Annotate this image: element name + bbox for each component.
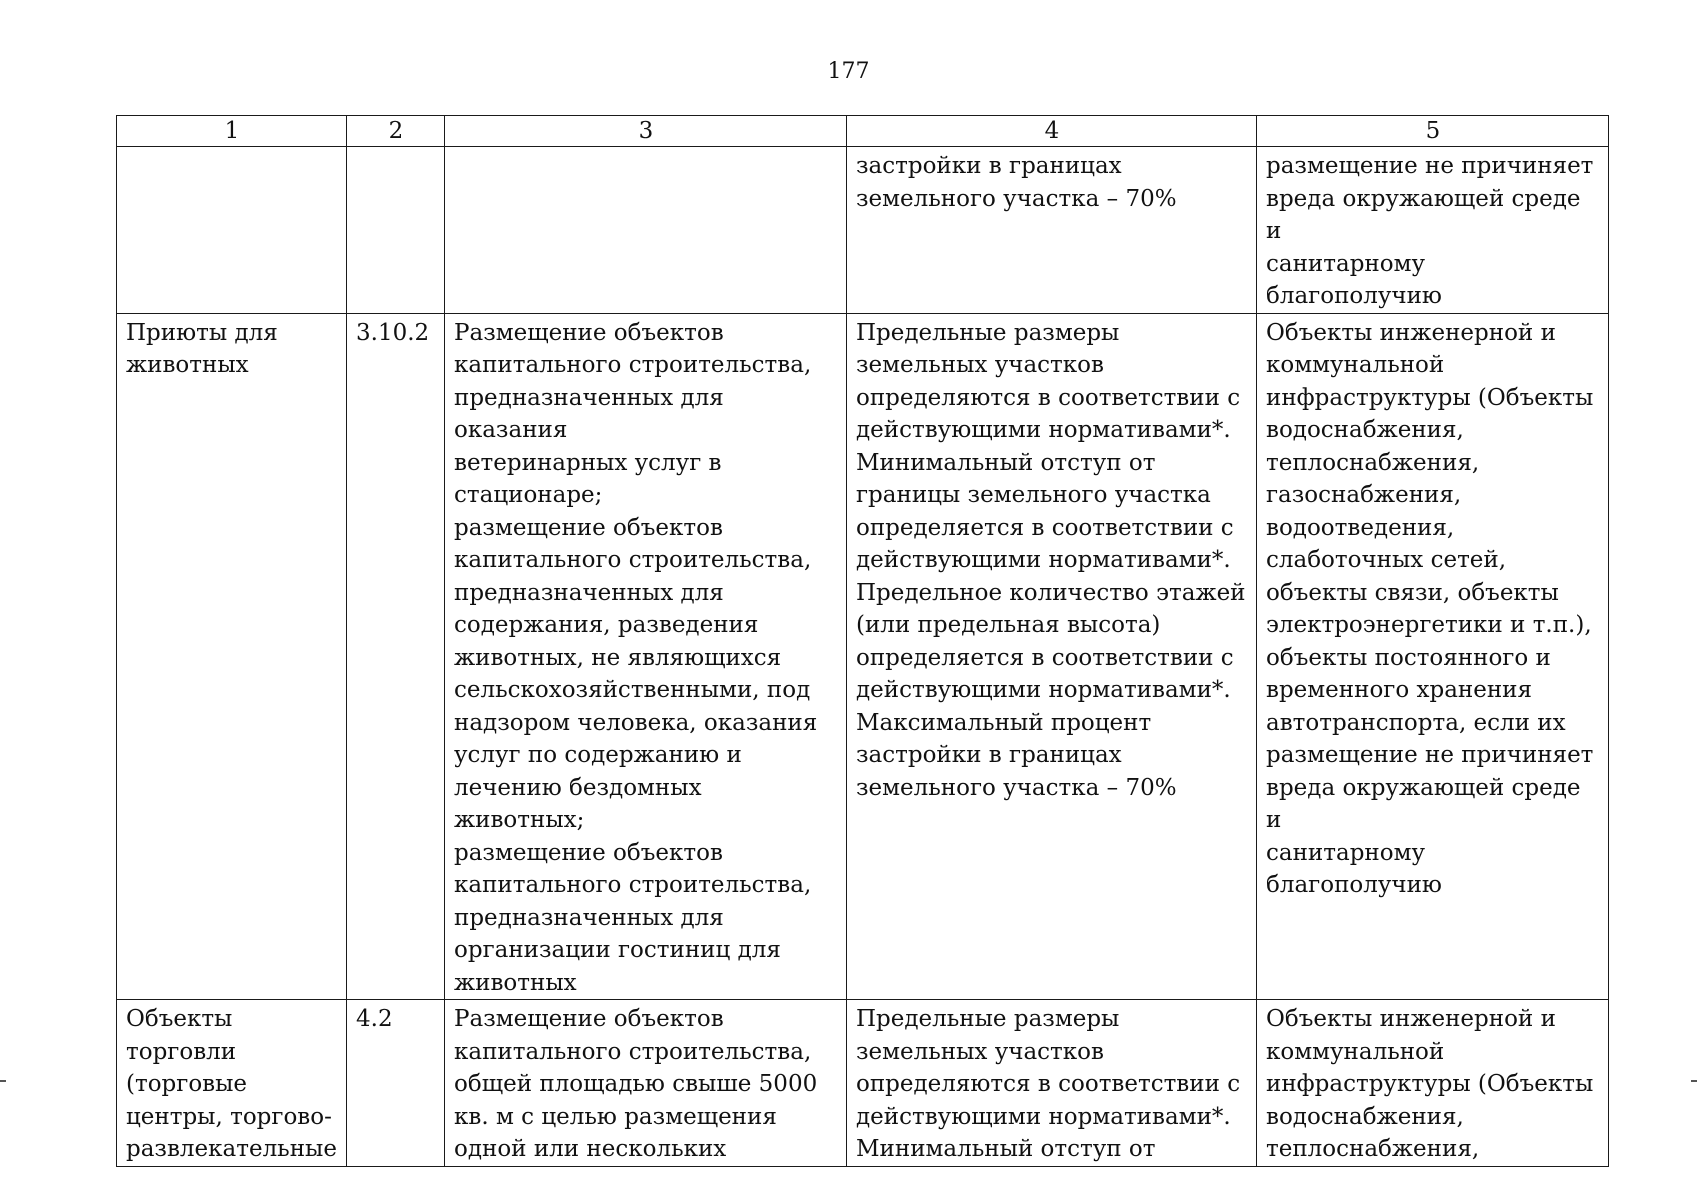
- cell-use-description: Размещение объектов капитального строительства, предназначенных для оказания ветеринарных услуг в стационаре; размещение объектов капитального строительства, предназначенных для содержания, разведения животных, не являющихся сельскохозяйственными, под надзором человека, оказания услуг по содержанию и лечению бездомных животных; размещение объектов капитального строительства, предназначенных для организации гостиниц для животных: [445, 313, 847, 1000]
- cell-auxiliary-uses: Объекты инженерной и коммунальной инфраструктуры (Объекты водоснабжения, теплоснабжения, газоснабжения, водоотведения, слаботочных сетей, объекты связи, объекты электроэнергетики и т.п.), объекты постоянного и временного хранения автотранспорта, если их размещение не причиняет вреда окружающей среде и санитарному благополучию: [1257, 313, 1609, 1000]
- left-margin-mark: [0, 1080, 6, 1082]
- cell-use-description: [445, 147, 847, 314]
- cell-auxiliary-uses: Объекты инженерной и коммунальной инфраструктуры (Объекты водоснабжения, теплоснабжения,: [1257, 1000, 1609, 1167]
- column-header-4: 4: [847, 116, 1257, 147]
- page-number: 177: [827, 59, 870, 84]
- cell-parameters: Предельные размеры земельных участков определяются в соответствии с действующими нормативами*. Минимальный отступ от: [847, 1000, 1257, 1167]
- zoning-table: [116, 115, 1609, 1167]
- cell-auxiliary-uses: размещение не причиняет вреда окружающей среде и санитарному благополучию: [1257, 147, 1609, 314]
- cell-use-code: 3.10.2: [347, 313, 445, 1000]
- column-header-1: 1: [117, 116, 347, 147]
- cell-use-description: Размещение объектов капитального строительства, общей площадью свыше 5000 кв. м с целью размещения одной или нескольких: [445, 1000, 847, 1167]
- cell-use-name: [117, 147, 347, 314]
- cell-parameters: застройки в границах земельного участка – 70%: [847, 147, 1257, 314]
- column-header-2: 2: [347, 116, 445, 147]
- column-header-3: 3: [445, 116, 847, 147]
- table-row-animal-shelters: [117, 313, 1609, 1000]
- table-row-trade-objects: [117, 1000, 1609, 1167]
- cell-use-name: Объекты торговли (торговые центры, торгово- развлекательные: [117, 1000, 347, 1167]
- table-header-row: [117, 116, 1609, 147]
- cell-use-name: Приюты для животных: [117, 313, 347, 1000]
- right-margin-mark: [1691, 1080, 1697, 1082]
- cell-use-code: 4.2: [347, 1000, 445, 1167]
- cell-use-code: [347, 147, 445, 314]
- table-row-continuation: [117, 147, 1609, 314]
- column-header-5: 5: [1257, 116, 1609, 147]
- cell-parameters: Предельные размеры земельных участков определяются в соответствии с действующими нормативами*. Минимальный отступ от границы земельного участка определяется в соответствии с действующими нормативами*. Предельное количество этажей (или предельная высота) определяется в соответствии с действующими нормативами*. Максимальный процент застройки в границах земельного участка – 70%: [847, 313, 1257, 1000]
